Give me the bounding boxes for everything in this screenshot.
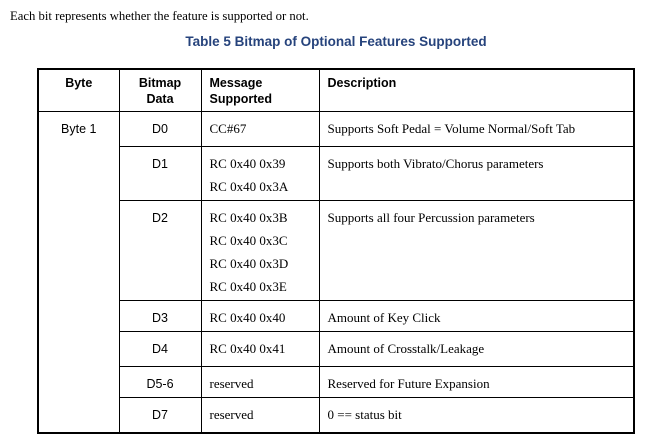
- column-header-message-supported: Message Supported: [201, 69, 319, 112]
- table-body: [38, 112, 634, 433]
- bit-cell: D3: [119, 301, 201, 332]
- message-cell: [201, 332, 319, 367]
- description-cell: Supports all four Percussion parameters: [319, 201, 634, 301]
- table-row: [38, 301, 634, 332]
- bit-cell: D0: [119, 112, 201, 147]
- column-header-description: Description: [319, 69, 634, 112]
- message-line: RC 0x40 0x3A: [209, 179, 289, 194]
- description-cell: Supports both Vibrato/Chorus parameters: [319, 147, 634, 201]
- description-cell: Reserved for Future Expansion: [319, 367, 634, 398]
- message-line: RC 0x40 0x3E: [209, 279, 287, 294]
- message-line: RC 0x40 0x3C: [209, 233, 288, 248]
- bit-cell: D1: [119, 147, 201, 201]
- intro-text: Each bit represents whether the feature is supported or not.: [10, 9, 309, 23]
- bit-cell: D5-6: [119, 367, 201, 398]
- message-cell: [201, 367, 319, 398]
- table-row: [38, 112, 634, 147]
- description-cell: Amount of Crosstalk/Leakage: [319, 332, 634, 367]
- bit-cell: D2: [119, 201, 201, 301]
- table-row: [38, 398, 634, 433]
- table-row: [38, 147, 634, 201]
- message-line: RC 0x40 0x3D: [209, 256, 289, 271]
- table-header: [38, 69, 634, 112]
- table-caption: Table 5 Bitmap of Optional Features Supported: [185, 34, 487, 49]
- column-header-byte: Byte: [38, 69, 119, 112]
- bit-cell: D7: [119, 398, 201, 433]
- header-row: [38, 69, 634, 112]
- bit-cell: D4: [119, 332, 201, 367]
- table-row: [38, 201, 634, 301]
- byte-cell: Byte 1: [38, 112, 119, 433]
- message-line: reserved: [209, 376, 254, 391]
- message-line: RC 0x40 0x3B: [209, 210, 288, 225]
- message-cell: [201, 201, 319, 301]
- message-line: RC 0x40 0x41: [209, 341, 286, 356]
- message-cell: [201, 112, 319, 147]
- optional-features-table: [37, 68, 635, 434]
- column-header-bitmap-data: Bitmap Data: [119, 69, 201, 112]
- description-cell: Amount of Key Click: [319, 301, 634, 332]
- message-line: CC#67: [209, 121, 247, 136]
- description-cell: 0 == status bit: [319, 398, 634, 433]
- table-row: [38, 332, 634, 367]
- message-line: reserved: [209, 407, 254, 422]
- message-cell: [201, 398, 319, 433]
- message-line: RC 0x40 0x39: [209, 156, 286, 171]
- description-cell: Supports Soft Pedal = Volume Normal/Soft Tab: [319, 112, 634, 147]
- message-line: RC 0x40 0x40: [209, 310, 286, 325]
- table-row: [38, 367, 634, 398]
- message-cell: [201, 147, 319, 201]
- message-cell: [201, 301, 319, 332]
